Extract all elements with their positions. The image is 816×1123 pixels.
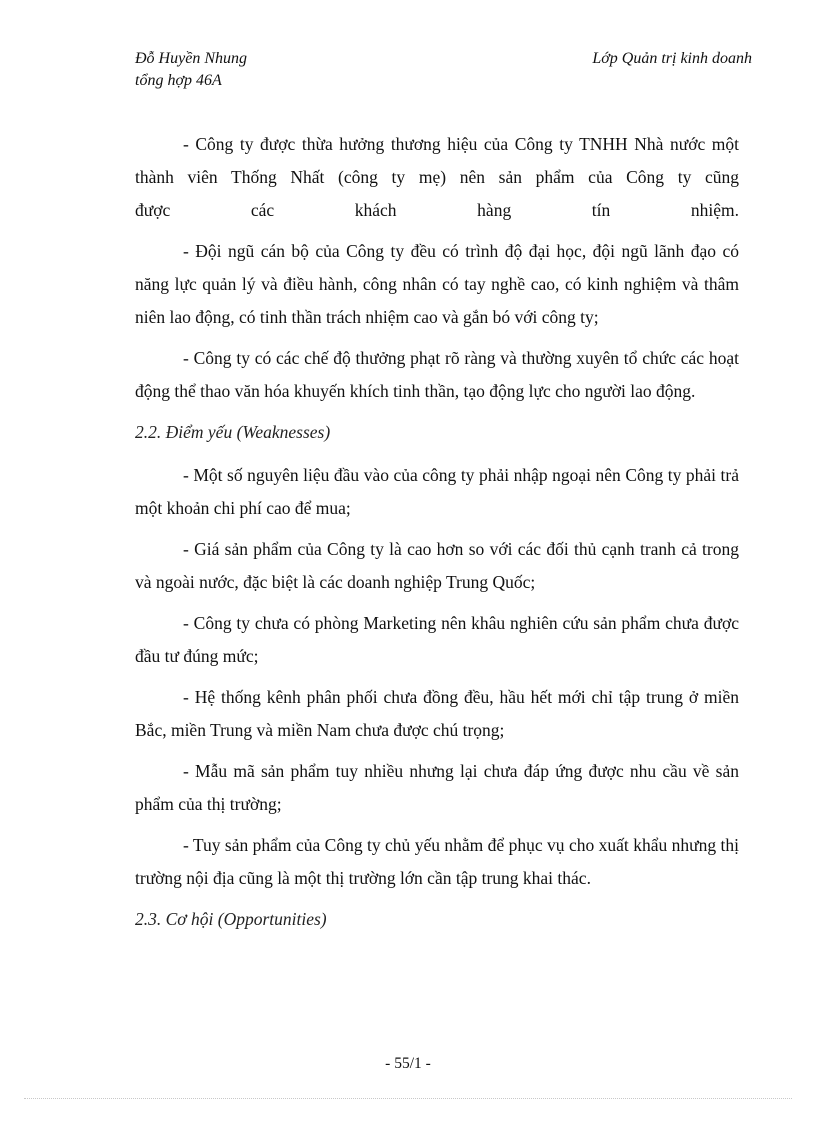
weakness-paragraph-1: - Một số nguyên liệu đầu vào của công ty phải nhập ngoại nên Công ty phải trả một khoản chi phí cao để mua;	[135, 465, 739, 518]
author-name: Đỗ Huyền Nhung	[135, 50, 247, 67]
strength-paragraph-1-tail: được các khách hàng tín nhiệm.	[135, 200, 739, 220]
page-header-author	[135, 48, 247, 92]
page-bottom-divider	[24, 1098, 792, 1099]
weakness-paragraph-6: - Tuy sản phẩm của Công ty chủ yếu nhằm để phục vụ cho xuất khẩu nhưng thị trường nội địa cũng là một thị trường lớn cần tập trung khai thác.	[135, 835, 739, 888]
page-header-class: Lớp Quản trị kinh doanh	[592, 50, 752, 67]
strength-paragraph-2: - Đội ngũ cán bộ của Công ty đều có trình độ đại học, đội ngũ lãnh đạo có năng lực quản lý và điều hành, công nhân có tay nghề cao, có kinh nghiệm và thâm niên lao động, có tinh thần trách nhiệm cao và gắn bó với công ty;	[135, 241, 739, 327]
strength-paragraph-3: - Công ty có các chế độ thưởng phạt rõ ràng và thường xuyên tổ chức các hoạt động thể thao văn hóa khuyến khích tinh thần, tạo động lực cho người lao động.	[135, 348, 739, 401]
weakness-paragraph-3: - Công ty chưa có phòng Marketing nên khâu nghiên cứu sản phẩm chưa được đầu tư đúng mức;	[135, 613, 739, 666]
document-body	[135, 128, 739, 946]
section-heading-weaknesses: 2.2. Điểm yếu (Weaknesses)	[135, 422, 331, 442]
weakness-paragraph-2: - Giá sản phẩm của Công ty là cao hơn so với các đối thủ cạnh tranh cả trong và ngoài nước, đặc biệt là các doanh nghiệp Trung Quốc;	[135, 539, 739, 592]
page-number: - 55/1 -	[385, 1055, 431, 1072]
strength-paragraph-1: - Công ty được thừa hưởng thương hiệu của Công ty TNHH Nhà nước một thành viên Thống Nhất (công ty mẹ) nên sản phẩm của Công ty cũng	[135, 134, 739, 187]
section-heading-opportunities: 2.3. Cơ hội (Opportunities)	[135, 909, 327, 929]
weakness-paragraph-4: - Hệ thống kênh phân phối chưa đồng đều, hầu hết mới chỉ tập trung ở miền Bắc, miền Trung và miền Nam chưa được chú trọng;	[135, 687, 739, 740]
author-class: tổng hợp 46A	[135, 72, 222, 89]
weakness-paragraph-5: - Mẫu mã sản phẩm tuy nhiều nhưng lại chưa đáp ứng được nhu cầu về sản phẩm của thị trường;	[135, 761, 739, 814]
